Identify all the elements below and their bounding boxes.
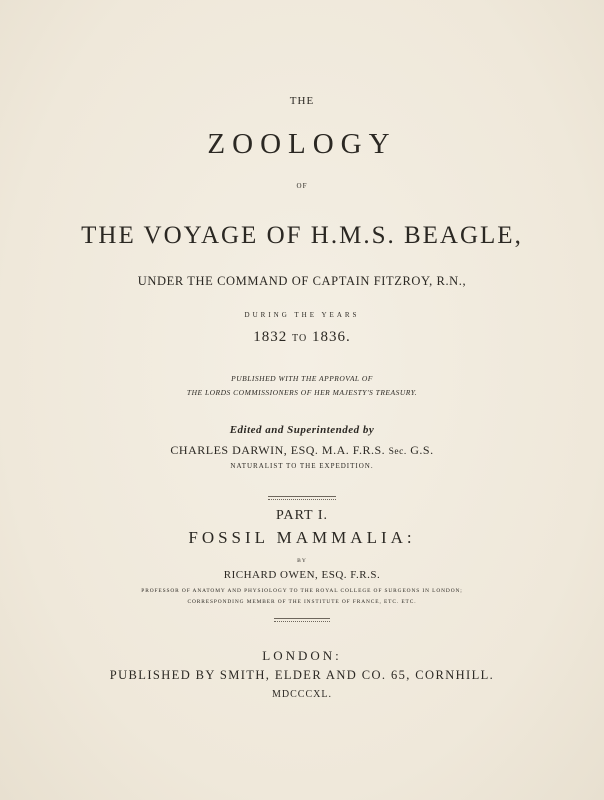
approval-line-2: THE LORDS COMMISSIONERS OF HER MAJESTY'S TREASURY. xyxy=(186,388,418,397)
part-by: BY xyxy=(297,558,307,564)
editor-name: CHARLES DARWIN, ESQ. M.A. F.R.S. xyxy=(170,443,386,457)
author-role-line-2: CORRESPONDING MEMBER OF THE INSTITUTE OF FRANCE, ETC. ETC. xyxy=(187,599,417,605)
editor-role: NATURALIST TO THE EXPEDITION. xyxy=(230,462,374,470)
year-start: 1832 xyxy=(253,329,288,345)
approval-line-1: PUBLISHED WITH THE APPROVAL OF xyxy=(231,374,373,383)
title-of: OF xyxy=(296,182,308,190)
part-title: FOSSIL MAMMALIA: xyxy=(188,528,416,547)
command-line: UNDER THE COMMAND OF CAPTAIN FITZROY, R.N., xyxy=(137,274,467,288)
part-number: PART I. xyxy=(275,508,329,523)
title-zoology: ZOOLOGY xyxy=(207,128,397,160)
part-author: RICHARD OWEN, ESQ. F.R.S. xyxy=(223,569,381,581)
editor-sec: Sec. xyxy=(388,447,407,457)
year-to: TO xyxy=(292,333,308,344)
editor-gs: G.S. xyxy=(410,443,434,457)
years-line xyxy=(0,329,604,346)
imprint-publisher: PUBLISHED BY SMITH, ELDER AND CO. 65, CORNHILL. xyxy=(109,668,495,682)
author-role-line-1: PROFESSOR OF ANATOMY AND PHYSIOLOGY TO THE ROYAL COLLEGE OF SURGEONS IN LONDON; xyxy=(141,588,463,594)
divider-rule xyxy=(274,618,330,622)
title-voyage: THE VOYAGE OF H.M.S. BEAGLE, xyxy=(81,222,523,249)
year-end: 1836. xyxy=(311,329,351,345)
edited-by: Edited and Superintended by xyxy=(229,424,375,436)
title-the: THE xyxy=(289,95,315,107)
during-years: DURING THE YEARS xyxy=(244,311,360,319)
editor-line xyxy=(0,443,604,458)
divider-rule xyxy=(268,496,336,500)
imprint-date: MDCCCXL. xyxy=(272,689,332,700)
imprint-city: LONDON: xyxy=(262,648,342,663)
